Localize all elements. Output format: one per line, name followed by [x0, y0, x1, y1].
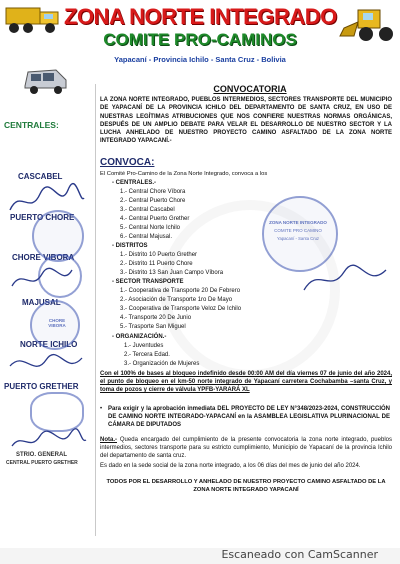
convoca-heading: CONVOCA: — [100, 157, 155, 168]
signature-title: STRIO. GENERAL — [16, 452, 68, 458]
central-name-chore-vibora: CHORE VIBORA — [12, 253, 75, 262]
centrales-label: - CENTRALES.- — [112, 180, 156, 186]
signature — [6, 262, 86, 298]
list-item: 4.- Transporte 20 De Junio — [120, 315, 192, 321]
nota-text: Queda encargado del cumplimiento de la presente convocatoria la zona norte integrado, pueblos intermedios, sectores transporte para su estricto cumplimiento, Municipio de Yapacaní de la provincia Ichilo del departamento de santa cruz. — [100, 437, 392, 460]
list-item: 2.- Central Puerto Chore — [120, 198, 186, 204]
document-title: CONVOCATORIA — [213, 84, 287, 94]
list-item: 3.- Cooperativa de Transporte Veloz De Ichilo — [120, 306, 242, 312]
scanner-watermark: Escaneado con CamScanner — [221, 548, 378, 561]
stamp-text: Yapacaní - Santa Cruz — [276, 236, 320, 241]
list-item: 3.- Central Cascabel — [120, 207, 175, 213]
suv-icon — [20, 60, 70, 100]
signature — [6, 180, 86, 220]
centrales-heading: CENTRALES: — [4, 120, 59, 130]
central-name-majusal: MAJUSAL — [22, 298, 61, 307]
central-name-puerto-chore: PUERTO CHORE — [10, 213, 75, 222]
dado-paragraph: Es dado en la sede social de la zona norte integrado, a los 06 días del mes de junio del año 2024. — [100, 463, 361, 469]
bloqueo-paragraph — [100, 370, 392, 395]
nota-paragraph — [100, 436, 392, 461]
organizacion-label: - ORGANIZACIÓN.- — [112, 334, 167, 340]
signature — [6, 346, 86, 382]
stamp-text: COMITE PRO CAMINO — [274, 228, 322, 233]
wheel-loader-icon — [336, 2, 398, 42]
bullet: • — [100, 406, 103, 412]
central-name-norte-ichilo: NORTE ICHILO — [20, 340, 78, 349]
nota-label: Nota.- — [100, 437, 117, 443]
list-item: 5.- Trasporte San Miguel — [120, 324, 186, 330]
distritos-label: - DISTRITOS — [112, 243, 148, 249]
list-item: 1.- Juventudes — [124, 343, 164, 349]
list-item: 3.- Organización de Mujeres — [124, 361, 200, 367]
list-item: 1.- Central Chore Víbora — [120, 189, 186, 195]
closing-statement: TODOS POR EL DESARROLLO Y ANHELADO DE NUESTRO PROYECTO CAMINO ASFALTADO DE LA ZONA NORTE INTEGRADO YAPACANÍ — [106, 479, 386, 493]
transporte-label: - SECTOR TRANSPORTE — [112, 279, 184, 285]
signature-organization: CENTRAL PUERTO GRETHER — [6, 460, 78, 466]
stamp-text: ZONA NORTE INTEGRADO — [269, 220, 327, 225]
dump-truck-icon — [2, 2, 64, 38]
list-item: 5.- Central Norte Ichilo — [120, 225, 181, 231]
exigir-text: Para exigir y la aprobación inmediata DEL PROYECTO DE LEY N°348/2023-2024, CONSTRUCCIÓN DE CAMINO NORTE INTEGRADO-YAPACANÍ en la ASAMBLEA LEGISLATIVA PLURINACIONAL DE CÁMARA DE DIPUTADOS — [108, 406, 390, 429]
stamp-text: CHORE VIBORA — [48, 318, 66, 328]
intro-paragraph: LA ZONA NORTE INTEGRADO, PUEBLOS INTERMEDIOS, SECTORES TRANSPORTE DEL MUNICIPIO DE YAPACANÍ DE LA PROVINCIA ICHILO DEL DEPARTAMENTO DE SANTA CRUZ, EN USO DE NUESTRAS LEGÍTIMAS ATRIBUCIONES QUE NOS CONFIERE NUESTRAS NORMAS ORGÁNICAS, DESPUÉS DE UN AMPLIO DEBATE PARA VELAR EL DESARROLLO DE NUESTRO SECTOR Y LA LUCHA ANHELADO DE NUESTRO PROYECTO CAMINO ASFALTADO DE LA ZONA NORTE INTEGRADO YAPACANÍ.- — [100, 97, 392, 145]
central-name-cascabel: CASCABEL — [18, 172, 63, 181]
list-item: 2.- Asociación de Transporte 1ro De Mayo — [120, 297, 233, 303]
list-item: 4.- Central Puerto Grether — [120, 216, 190, 222]
header-location: Yapacaní - Provincia Ichilo - Santa Cruz - Bolivia — [114, 55, 286, 64]
list-item: 2.- Distrito 11 Puerto Chore — [120, 261, 193, 267]
list-item: 6.- Central Majusal. — [120, 234, 173, 240]
comite-line: El Comité Pro-Camino de la Zona Norte Integrado, convoca a los — [100, 171, 268, 177]
list-item: 3.- Distrito 13 San Juan Campo Víbora — [120, 270, 224, 276]
list-item: 1.- Cooperativa de Transporte 20 De Febrero — [120, 288, 241, 294]
central-name-puerto-grether: PUERTO GRETHER — [4, 382, 79, 391]
exigir-paragraph — [100, 405, 390, 430]
list-item: 1.- Distrito 10 Puerto Grether — [120, 252, 198, 258]
header-subtitle-committee: COMITE PRO-CAMINOS — [103, 30, 297, 49]
signature — [300, 260, 390, 300]
header-title: ZONA NORTE INTEGRADO — [64, 4, 337, 29]
list-item: 2.- Tercera Edad. — [124, 352, 170, 358]
column-divider — [95, 84, 96, 536]
bloqueo-text: Con el 100% de bases al bloqueo indefinido desde 00:00 AM del día viernes 07 de junio del año 2024, el punto de bloqueo en el km-50 norte integrado de Yapacaní carretera Cochabamba –santa Cruz, y toma de pozos y cierre de válvula YPFB-YARARÁ XL — [100, 371, 392, 394]
